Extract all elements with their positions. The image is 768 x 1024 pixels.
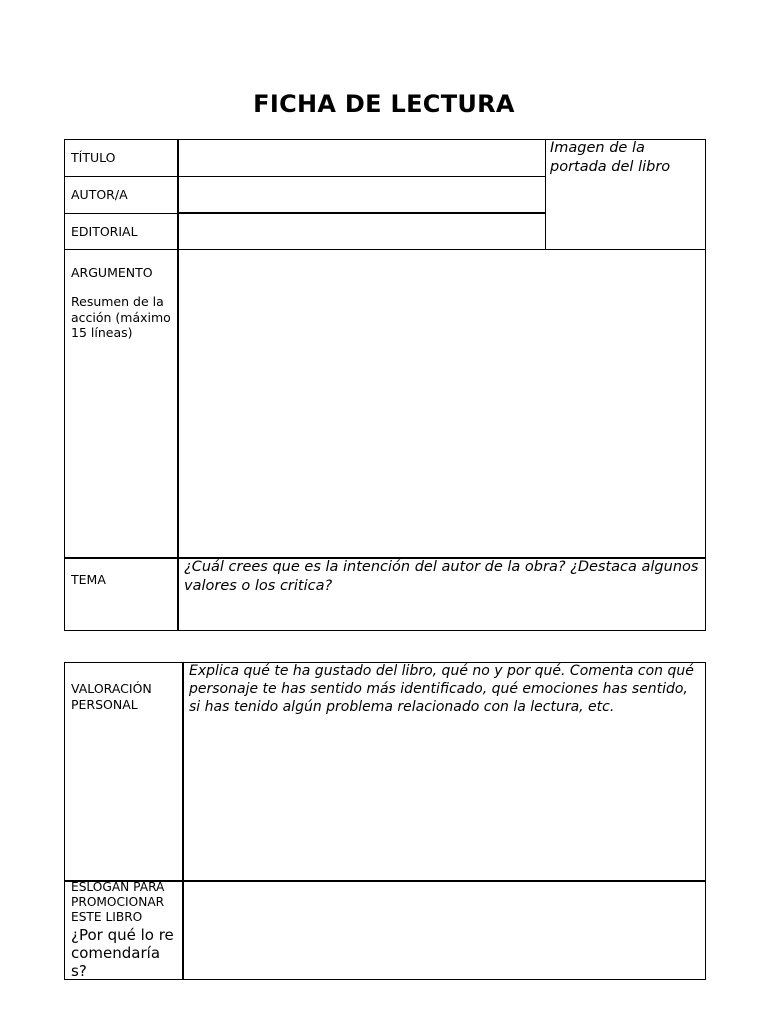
editorial-label: EDITORIAL [71, 224, 138, 239]
tema-prompt: ¿Cuál crees que es la intención del autor de la obra? ¿Destaca algunos valores o los critica? [184, 559, 699, 594]
valoracion-label: VALORACIÓN PERSONAL [71, 681, 152, 712]
argumento-label: ARGUMENTO [71, 265, 153, 280]
valoracion-prompt: Explica qué te ha gustado del libro, qué no y por qué. Comenta con qué personaje te has sentido más identificado, qué emociones has sentido, si has tenido algún problema relacionado con la lectura, etc. [189, 663, 694, 715]
eslogan-question: ¿Por qué lo recomendarías? [71, 926, 174, 980]
titulo-field[interactable] [179, 140, 545, 176]
cover-image-prompt: Imagen de la portada del libro [550, 140, 671, 175]
argumento-field[interactable] [179, 250, 705, 557]
editorial-field[interactable] [179, 214, 545, 249]
argumento-hint: Resumen de la acción (máximo 15 líneas) [71, 294, 171, 340]
eslogan-field[interactable] [184, 882, 705, 979]
eslogan-label: ESLOGAN PARA PROMOCIONAR ESTE LIBRO [71, 880, 165, 925]
row-divider-1c [64, 213, 178, 214]
tema-label: TEMA [71, 572, 106, 587]
titulo-label: TÍTULO [71, 150, 116, 165]
autor-field[interactable] [179, 177, 545, 212]
autor-label: AUTOR/A [71, 187, 128, 202]
page-title: FICHA DE LECTURA [253, 90, 515, 118]
